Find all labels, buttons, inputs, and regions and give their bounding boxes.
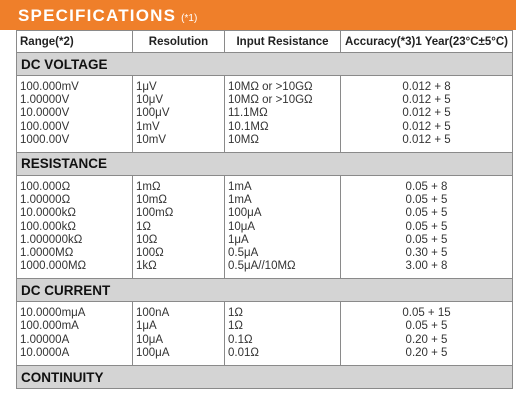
- cell-value-range: 1000.000MΩ: [20, 260, 87, 273]
- cell-value-input-resistance: 1mA: [228, 194, 252, 207]
- cell-accuracy: [341, 175, 513, 278]
- cell-value-input-resistance: 1mA: [228, 180, 252, 193]
- cell-value-resolution: 100nA: [136, 307, 170, 320]
- cell-value-range: 100.000Ω: [20, 180, 71, 193]
- cell-value-resolution: 100mΩ: [136, 207, 174, 220]
- cell-value-resolution: 1Ω: [136, 220, 151, 233]
- section-header: [17, 366, 513, 389]
- cell-value-accuracy: 0.012 + 5: [402, 94, 451, 107]
- header-row: [17, 31, 513, 53]
- cell-value-resolution: 10Ω: [136, 233, 158, 246]
- cell-value-input-resistance: 10MΩ or >10GΩ: [228, 81, 313, 93]
- section-title: CONTINUITY: [17, 366, 513, 389]
- cell-value-range: 1.000000kΩ: [20, 233, 83, 246]
- cell-value-range: 100.000mA: [20, 320, 79, 333]
- cell-value-accuracy: 0.05 + 5: [405, 194, 448, 207]
- cell-value-accuracy: 0.05 + 5: [405, 320, 448, 333]
- section-title: DC CURRENT: [17, 279, 513, 302]
- cell-value-accuracy: 0.012 + 5: [402, 120, 451, 133]
- cell-value-input-resistance: 0.5μA//10MΩ: [228, 260, 296, 273]
- cell-value-accuracy: 0.012 + 8: [402, 81, 451, 93]
- section-body: [17, 175, 513, 278]
- cell-value-range: 10.0000V: [20, 107, 70, 120]
- cell-input-resistance: [225, 76, 341, 153]
- cell-value-input-resistance: 0.5μA: [228, 246, 259, 259]
- cell-value-input-resistance: 100μA: [228, 207, 262, 220]
- cell-value-accuracy: 0.05 + 5: [405, 220, 448, 233]
- section-header-row: [17, 279, 513, 302]
- cell-value-accuracy: 3.00 + 8: [405, 260, 448, 273]
- cell-value-resolution: 1mΩ: [136, 180, 161, 193]
- table-row: [17, 175, 513, 278]
- cell-value-input-resistance: 10MΩ: [228, 133, 259, 146]
- cell-value-range: 1.00000A: [20, 333, 70, 346]
- cell-value-resolution: 100μV: [136, 107, 170, 120]
- col-header-resolution: Resolution: [133, 31, 225, 53]
- cell-value-range: 100.000mV: [20, 81, 79, 93]
- cell-accuracy: [341, 302, 513, 366]
- cell-value-input-resistance: 11.1MΩ: [228, 107, 268, 120]
- cell-resolution: [133, 175, 225, 278]
- cell-value-resolution: 100μA: [136, 346, 170, 359]
- section-header: [17, 279, 513, 302]
- cell-range: [17, 302, 133, 366]
- table-row: [17, 76, 513, 153]
- cell-value-range: 1.00000Ω: [20, 194, 71, 207]
- cell-input-resistance: [225, 302, 341, 366]
- cell-value-range: 10.0000kΩ: [20, 207, 76, 220]
- cell-value-accuracy: 0.012 + 5: [402, 107, 451, 120]
- cell-range: [17, 175, 133, 278]
- cell-value-accuracy: 0.30 + 5: [405, 246, 448, 259]
- cell-value-accuracy: 0.05 + 5: [405, 207, 448, 220]
- cell-value-accuracy: 0.05 + 5: [405, 233, 448, 246]
- cell-value-resolution: 10μA: [136, 333, 164, 346]
- cell-value-input-resistance: 10μA: [228, 220, 256, 233]
- title-text: SPECIFICATIONS: [18, 6, 177, 25]
- cell-value-input-resistance: 1Ω: [228, 307, 243, 320]
- title-banner: [0, 0, 516, 30]
- cell-value-range: 10.0000mμA: [20, 307, 86, 320]
- col-header-range: Range(*2): [17, 31, 133, 53]
- cell-input-resistance: [225, 175, 341, 278]
- cell-resolution: [133, 76, 225, 153]
- table-row: [17, 302, 513, 366]
- section-body: [17, 302, 513, 366]
- section-header-row: [17, 53, 513, 76]
- cell-value-range: 10.0000A: [20, 346, 70, 359]
- cell-value-resolution: 10mV: [136, 133, 167, 146]
- col-header-input-resistance: Input Resistance: [225, 31, 341, 53]
- col-header-accuracy: Accuracy(*3)1 Year(23°C±5°C): [341, 31, 513, 53]
- section-title: DC VOLTAGE: [17, 53, 513, 76]
- cell-value-resolution: 10μV: [136, 94, 164, 107]
- cell-value-range: 100.000V: [20, 120, 70, 133]
- section-body: [17, 76, 513, 153]
- cell-value-accuracy: 0.05 + 15: [402, 307, 451, 320]
- section-header-row: [17, 366, 513, 389]
- cell-value-range: 1000.00V: [20, 133, 70, 146]
- section-title: RESISTANCE: [17, 152, 513, 175]
- cell-value-resolution: 1mV: [136, 120, 160, 133]
- cell-value-input-resistance: 0.1Ω: [228, 333, 253, 346]
- cell-value-resolution: 1μV: [136, 81, 157, 93]
- page-title: [18, 6, 197, 26]
- cell-value-resolution: 100Ω: [136, 246, 164, 259]
- cell-value-input-resistance: 0.01Ω: [228, 346, 259, 359]
- cell-value-range: 1.00000V: [20, 94, 70, 107]
- cell-value-input-resistance: 1μA: [228, 233, 249, 246]
- cell-value-range: 100.000kΩ: [20, 220, 76, 233]
- cell-value-resolution: 1μA: [136, 320, 157, 333]
- cell-value-accuracy: 0.20 + 5: [405, 346, 448, 359]
- cell-value-range: 1.0000MΩ: [20, 246, 74, 259]
- section-header-row: [17, 152, 513, 175]
- cell-value-input-resistance: 10.1MΩ: [228, 120, 269, 133]
- cell-value-accuracy: 0.05 + 8: [405, 180, 448, 193]
- cell-resolution: [133, 302, 225, 366]
- cell-value-resolution: 1kΩ: [136, 260, 157, 273]
- cell-value-input-resistance: 1Ω: [228, 320, 243, 333]
- cell-range: [17, 76, 133, 153]
- cell-accuracy: [341, 76, 513, 153]
- table-header: [17, 31, 513, 53]
- section-header: [17, 53, 513, 76]
- title-footnote: (*1): [181, 13, 198, 24]
- specifications-table: [16, 30, 513, 389]
- section-header: [17, 152, 513, 175]
- cell-value-accuracy: 0.20 + 5: [405, 333, 448, 346]
- cell-value-accuracy: 0.012 + 5: [402, 133, 451, 146]
- cell-value-resolution: 10mΩ: [136, 194, 167, 207]
- cell-value-input-resistance: 10MΩ or >10GΩ: [228, 94, 313, 107]
